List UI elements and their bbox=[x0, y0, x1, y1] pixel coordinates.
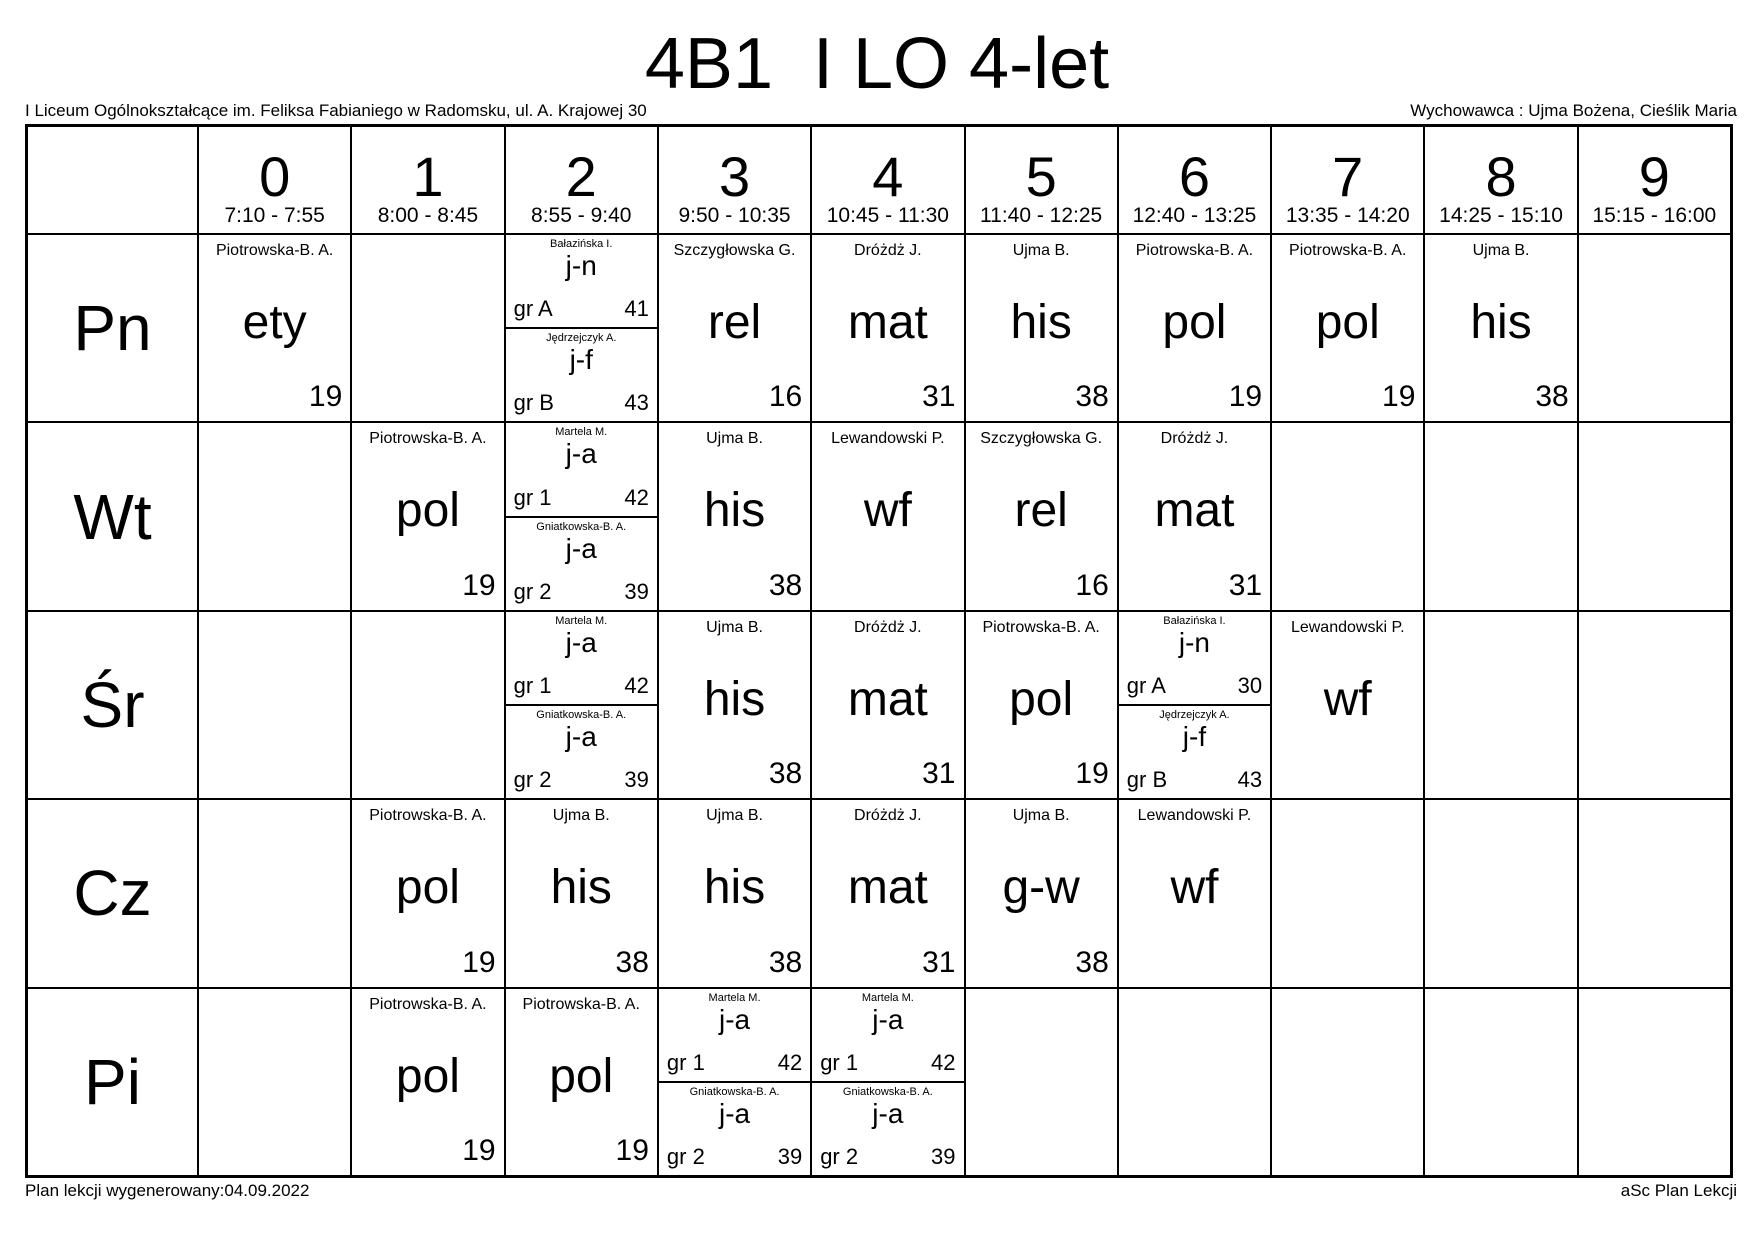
period-time: 9:50 - 10:35 bbox=[678, 204, 791, 227]
period-number: 6 bbox=[1178, 145, 1211, 208]
room-number: 42 bbox=[624, 484, 649, 510]
teacher-name: Piotrowska-B. A. bbox=[522, 995, 640, 1013]
room-number: 42 bbox=[931, 1049, 956, 1075]
lesson-cell bbox=[506, 800, 657, 986]
period-time: 14:25 - 15:10 bbox=[1439, 204, 1563, 227]
subject: pol bbox=[395, 484, 460, 538]
group-lesson bbox=[659, 1081, 810, 1175]
teacher-name: Dróżdż J. bbox=[854, 242, 922, 259]
subject: j-a bbox=[565, 721, 597, 752]
group-lesson bbox=[1119, 704, 1270, 798]
group-label: gr B bbox=[513, 390, 554, 416]
subject: j-a bbox=[872, 1097, 904, 1129]
teacher-name: Gniatkowska-B. A. bbox=[536, 709, 627, 721]
lesson-cell bbox=[659, 612, 810, 798]
empty-slot bbox=[352, 235, 503, 421]
lesson-cell bbox=[199, 235, 350, 421]
room-number: 31 bbox=[1228, 568, 1263, 602]
subject: rel bbox=[1014, 484, 1068, 538]
period-number: 2 bbox=[565, 145, 597, 208]
lesson-cell bbox=[1119, 423, 1270, 609]
room-number: 19 bbox=[1382, 380, 1416, 414]
teacher-name: Bałazińska I. bbox=[550, 238, 613, 250]
subject: his bbox=[550, 861, 612, 915]
teacher-name: Piotrowska-B. A. bbox=[215, 242, 334, 259]
period-number: 1 bbox=[412, 145, 444, 208]
group-lesson bbox=[506, 516, 657, 610]
lesson-cell bbox=[812, 235, 963, 421]
period-header bbox=[1272, 127, 1423, 233]
split-lesson-cell bbox=[506, 423, 657, 609]
lesson-cell bbox=[966, 423, 1117, 609]
split-lesson-cell bbox=[506, 235, 657, 421]
teacher-name: Martela M. bbox=[861, 991, 914, 1004]
subject: j-a bbox=[718, 1097, 751, 1129]
group-lesson bbox=[506, 327, 657, 421]
lesson-cell bbox=[966, 612, 1117, 798]
corner-cell bbox=[28, 127, 197, 233]
room-number: 39 bbox=[624, 767, 649, 793]
room-number: 19 bbox=[462, 1133, 496, 1167]
empty-slot bbox=[1425, 800, 1576, 986]
group-label: gr B bbox=[1126, 767, 1168, 793]
subject: his bbox=[1010, 296, 1072, 349]
period-time: 8:00 - 8:45 bbox=[377, 204, 479, 227]
subject: j-a bbox=[565, 626, 597, 658]
lesson-cell bbox=[1425, 235, 1576, 421]
lesson-cell bbox=[812, 423, 963, 609]
room-number: 19 bbox=[462, 945, 496, 979]
period-header bbox=[812, 127, 963, 233]
empty-slot bbox=[1579, 423, 1730, 609]
teacher-name: Piotrowska-B. A. bbox=[1135, 242, 1254, 259]
empty-slot bbox=[199, 800, 350, 986]
teacher-name: Ujma B. bbox=[706, 618, 763, 636]
subject: pol bbox=[1162, 296, 1227, 349]
empty-slot bbox=[966, 989, 1117, 1175]
empty-slot bbox=[1579, 612, 1730, 798]
period-number: 7 bbox=[1332, 145, 1364, 208]
group-lesson bbox=[659, 989, 810, 1081]
teacher-name: Szczygłowska G. bbox=[673, 242, 796, 259]
day-label: Pn bbox=[28, 235, 197, 421]
group-lesson bbox=[812, 989, 963, 1081]
group-label: gr 2 bbox=[513, 767, 552, 793]
subject: his bbox=[1470, 296, 1532, 349]
room-number: 43 bbox=[624, 390, 649, 416]
group-label: gr A bbox=[1126, 673, 1166, 698]
room-number: 16 bbox=[1075, 568, 1109, 602]
subject: j-n bbox=[1178, 626, 1210, 658]
group-label: gr 2 bbox=[820, 1144, 859, 1169]
period-header bbox=[966, 127, 1117, 233]
teacher-name: Jędrzejczyk A. bbox=[1159, 709, 1230, 721]
teacher-name: Piotrowska-B. A. bbox=[369, 995, 487, 1013]
period-time: 7:10 - 7:55 bbox=[224, 204, 325, 227]
teacher-name: Gniatkowska-B. A. bbox=[536, 520, 627, 533]
room-number: 39 bbox=[624, 578, 649, 604]
teacher-name: Bałazińska I. bbox=[1163, 614, 1226, 627]
teacher-name: Dróżdż J. bbox=[1160, 430, 1229, 448]
split-lesson-cell bbox=[1119, 612, 1270, 798]
empty-slot bbox=[352, 612, 503, 798]
lesson-cell bbox=[659, 423, 810, 609]
teacher-name: Lewandowski P. bbox=[1137, 807, 1252, 825]
teacher-name: Ujma B. bbox=[706, 430, 763, 448]
empty-slot bbox=[199, 989, 350, 1175]
room-number: 38 bbox=[615, 945, 649, 979]
lesson-cell bbox=[352, 989, 503, 1175]
room-number: 31 bbox=[922, 757, 956, 791]
teacher-name: Ujma B. bbox=[1012, 807, 1070, 825]
lesson-cell bbox=[966, 235, 1117, 421]
subject: wf bbox=[1170, 861, 1219, 915]
group-lesson bbox=[506, 235, 657, 327]
teacher-name: Ujma B. bbox=[1472, 242, 1530, 259]
room-number: 19 bbox=[308, 380, 343, 414]
teacher-name: Lewandowski P. bbox=[831, 430, 945, 448]
timetable-grid bbox=[25, 124, 1733, 1178]
subject: j-n bbox=[565, 250, 597, 281]
subject: his bbox=[703, 484, 766, 538]
empty-slot bbox=[1272, 800, 1423, 986]
lesson-cell bbox=[659, 800, 810, 986]
room-number: 41 bbox=[624, 296, 649, 322]
room-number: 42 bbox=[624, 673, 649, 698]
lesson-cell bbox=[352, 423, 503, 609]
subject: pol bbox=[1009, 672, 1074, 726]
day-label: Wt bbox=[28, 423, 197, 609]
day-label: Cz bbox=[28, 800, 197, 986]
subject: j-a bbox=[872, 1003, 904, 1035]
group-label: gr 2 bbox=[666, 1144, 705, 1169]
period-time: 13:35 - 14:20 bbox=[1285, 204, 1410, 227]
split-lesson-cell bbox=[506, 612, 657, 798]
room-number: 30 bbox=[1237, 673, 1263, 698]
subject: rel bbox=[707, 296, 762, 349]
room-number: 38 bbox=[1075, 380, 1109, 414]
split-lesson-cell bbox=[812, 989, 963, 1175]
period-time: 11:40 - 12:25 bbox=[980, 204, 1103, 227]
room-number: 38 bbox=[1535, 380, 1569, 414]
teacher-name: Dróżdż J. bbox=[854, 618, 922, 636]
split-lesson-cell bbox=[659, 989, 810, 1175]
lesson-cell bbox=[506, 989, 657, 1175]
lesson-cell bbox=[1272, 612, 1423, 798]
teacher-name: Ujma B. bbox=[552, 807, 610, 825]
empty-slot bbox=[199, 612, 350, 798]
room-number: 19 bbox=[1075, 757, 1109, 791]
group-label: gr 1 bbox=[820, 1049, 859, 1075]
empty-slot bbox=[1425, 612, 1576, 798]
subject: wf bbox=[863, 484, 912, 538]
empty-slot bbox=[1272, 989, 1423, 1175]
lesson-cell bbox=[1119, 235, 1270, 421]
class-tutor: Wychowawca : Ujma Bożena, Cieślik Maria bbox=[1410, 101, 1737, 120]
period-number: 3 bbox=[718, 145, 751, 208]
subject: wf bbox=[1323, 672, 1372, 726]
subject: mat bbox=[847, 672, 928, 726]
teacher-name: Gniatkowska-B. A. bbox=[689, 1085, 780, 1098]
empty-slot bbox=[199, 423, 350, 609]
period-time: 10:45 - 11:30 bbox=[826, 204, 949, 227]
software-name: aSc Plan Lekcji bbox=[1620, 1181, 1737, 1200]
period-header bbox=[506, 127, 657, 233]
room-number: 43 bbox=[1237, 767, 1263, 793]
teacher-name: Jędrzejczyk A. bbox=[546, 332, 617, 345]
room-number: 39 bbox=[931, 1144, 956, 1169]
group-lesson bbox=[506, 704, 657, 798]
empty-slot bbox=[1119, 989, 1270, 1175]
room-number: 38 bbox=[768, 568, 803, 602]
period-header bbox=[659, 127, 810, 233]
subject: j-f bbox=[569, 344, 593, 376]
room-number: 31 bbox=[922, 380, 956, 414]
period-header bbox=[1579, 127, 1730, 233]
lesson-cell bbox=[1119, 800, 1270, 986]
empty-slot bbox=[1425, 989, 1576, 1175]
teacher-name: Martela M. bbox=[708, 991, 761, 1004]
generated-date: Plan lekcji wygenerowany:04.09.2022 bbox=[25, 1181, 310, 1200]
room-number: 39 bbox=[777, 1144, 803, 1169]
teacher-name: Martela M. bbox=[555, 614, 608, 627]
lesson-cell bbox=[659, 235, 810, 421]
group-label: gr 1 bbox=[666, 1049, 705, 1075]
room-number: 31 bbox=[922, 945, 956, 979]
room-number: 19 bbox=[615, 1133, 649, 1167]
lesson-cell bbox=[966, 800, 1117, 986]
subject: ety bbox=[242, 296, 307, 349]
room-number: 16 bbox=[768, 380, 803, 414]
subject: g-w bbox=[1002, 861, 1080, 915]
teacher-name: Piotrowska-B. A. bbox=[369, 807, 487, 825]
teacher-name: Szczygłowska G. bbox=[980, 430, 1103, 448]
subject: his bbox=[703, 672, 766, 726]
group-lesson bbox=[506, 423, 657, 515]
period-number: 4 bbox=[872, 145, 904, 208]
subject: mat bbox=[847, 296, 928, 349]
day-label: Pi bbox=[28, 989, 197, 1175]
period-time: 12:40 - 13:25 bbox=[1132, 204, 1257, 227]
subject: pol bbox=[1315, 296, 1380, 349]
period-time: 15:15 - 16:00 bbox=[1592, 204, 1717, 227]
group-lesson bbox=[1119, 612, 1270, 704]
subject: j-a bbox=[565, 532, 597, 564]
lesson-cell bbox=[812, 800, 963, 986]
page-title: 4B1 I LO 4-let bbox=[644, 24, 1110, 104]
teacher-name: Dróżdż J. bbox=[854, 807, 922, 825]
room-number: 38 bbox=[768, 757, 803, 791]
empty-slot bbox=[1579, 235, 1730, 421]
subject: pol bbox=[395, 1049, 460, 1103]
group-label: gr A bbox=[513, 296, 553, 322]
teacher-name: Piotrowska-B. A. bbox=[1289, 242, 1407, 259]
teacher-name: Gniatkowska-B. A. bbox=[842, 1085, 933, 1098]
subject: pol bbox=[395, 861, 460, 915]
room-number: 38 bbox=[1075, 945, 1109, 979]
period-header bbox=[199, 127, 350, 233]
teacher-name: Piotrowska-B. A. bbox=[369, 430, 487, 448]
period-number: 8 bbox=[1485, 145, 1517, 208]
empty-slot bbox=[1579, 800, 1730, 986]
group-label: gr 1 bbox=[513, 484, 552, 510]
period-header bbox=[352, 127, 503, 233]
room-number: 19 bbox=[1228, 380, 1263, 414]
subject: j-f bbox=[1182, 721, 1207, 752]
period-number: 9 bbox=[1638, 145, 1670, 208]
subject: pol bbox=[549, 1049, 614, 1103]
group-lesson bbox=[506, 612, 657, 704]
lesson-cell bbox=[812, 612, 963, 798]
teacher-name: Ujma B. bbox=[1012, 242, 1070, 259]
teacher-name: Martela M. bbox=[555, 426, 608, 439]
room-number: 38 bbox=[768, 945, 803, 979]
group-label: gr 2 bbox=[513, 578, 552, 604]
lesson-cell bbox=[1272, 235, 1423, 421]
subject: j-a bbox=[718, 1003, 751, 1035]
subject: mat bbox=[1154, 484, 1235, 538]
teacher-name: Lewandowski P. bbox=[1290, 618, 1405, 636]
period-header bbox=[1119, 127, 1270, 233]
group-lesson bbox=[812, 1081, 963, 1175]
empty-slot bbox=[1425, 423, 1576, 609]
subject: his bbox=[703, 861, 766, 915]
school-name: I Liceum Ogólnokształcące im. Feliksa Fabianiego w Radomsku, ul. A. Krajowej 30 bbox=[25, 101, 647, 120]
period-header bbox=[1425, 127, 1576, 233]
period-number: 5 bbox=[1025, 145, 1057, 208]
day-label: Śr bbox=[28, 612, 197, 798]
period-number: 0 bbox=[259, 145, 291, 208]
empty-slot bbox=[1579, 989, 1730, 1175]
room-number: 19 bbox=[462, 568, 496, 602]
room-number: 42 bbox=[777, 1049, 803, 1075]
empty-slot bbox=[1272, 423, 1423, 609]
period-time: 8:55 - 9:40 bbox=[531, 204, 632, 227]
group-label: gr 1 bbox=[513, 673, 552, 698]
subject: mat bbox=[847, 861, 928, 915]
teacher-name: Ujma B. bbox=[706, 807, 763, 825]
lesson-cell bbox=[352, 800, 503, 986]
teacher-name: Piotrowska-B. A. bbox=[982, 618, 1100, 636]
subject: j-a bbox=[565, 438, 597, 470]
